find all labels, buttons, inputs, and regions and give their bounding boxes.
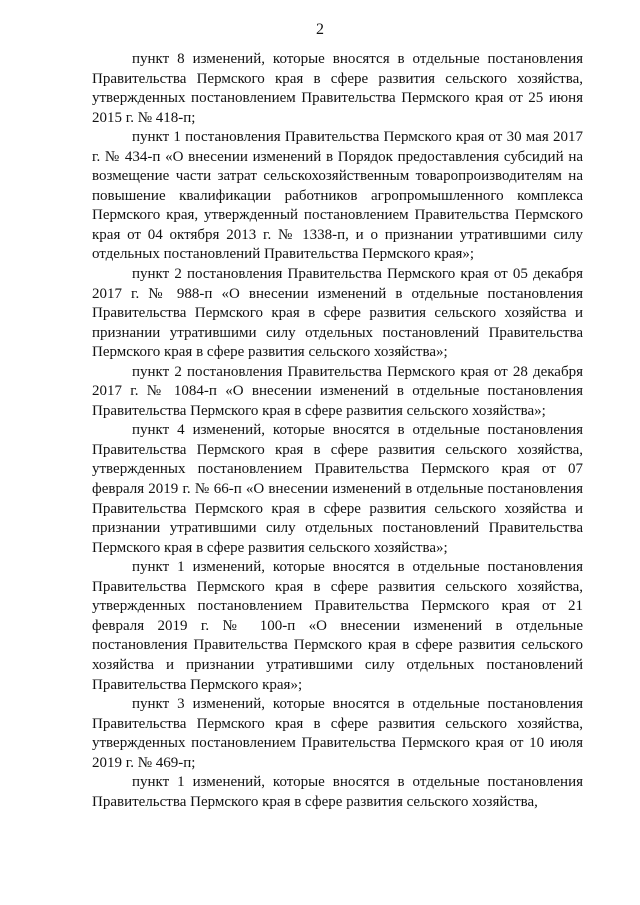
- list-item: пункт 1 постановления Правительства Пермского края от 30 мая 2017 г. № 434-п «О внесении изменений в Порядок предоставления субсидий на возмещение части затрат сельскохозяйственным товаропроизводителям на повышение квалификации работников агропромышленного комплекса Пермского края, утвержденный постановлением Правительства Пермского края от 04 октября 2013 г. № 1338-п, и о признании утратившими силу отдельных постановлений Правительства Пермского края»;: [92, 129, 583, 263]
- list-item: пункт 1 изменений, которые вносятся в отдельные постановления Правительства Пермского края в сфере развития сельского хозяйства, утвержденных постановлением Правительства Пермского края от 21 февраля 2019 г. № 100-п «О внесении изменений в отдельные постановления Правительства Пермского края в сфере развития сельского хозяйства и признании утратившими силу отдельных постановлений Правительства Пермского края»;: [92, 559, 583, 693]
- list-item: пункт 2 постановления Правительства Пермского края от 28 декабря 2017 г. № 1084-п «О внесении изменений в отдельные постановления Правительства Пермского края в сфере развития сельского хозяйства»;: [92, 363, 583, 419]
- list-item: пункт 3 изменений, которые вносятся в отдельные постановления Правительства Пермского края в сфере развития сельского хозяйства, утвержденных постановлением Правительства Пермского края от 10 июля 2019 г. № 469-п;: [92, 696, 583, 771]
- list-item: пункт 1 изменений, которые вносятся в отдельные постановления Правительства Пермского края в сфере развития сельского хозяйства,: [92, 774, 583, 810]
- list-item: пункт 8 изменений, которые вносятся в отдельные постановления Правительства Пермского края в сфере развития сельского хозяйства, утвержденных постановлением Правительства Пермского края от 25 июня 2015 г. № 418-п;: [92, 51, 583, 126]
- page-number: 2: [316, 21, 324, 38]
- list-item: пункт 2 постановления Правительства Пермского края от 05 декабря 2017 г. № 988-п «О внесении изменений в отдельные постановления Правительства Пермского края в сфере развития сельского хозяйства и признании утратившими силу отдельных постановлений Правительства Пермского края в сфере развития сельского хозяйства»;: [92, 266, 583, 361]
- document-body: [92, 50, 583, 812]
- list-item: пункт 4 изменений, которые вносятся в отдельные постановления Правительства Пермского края в сфере развития сельского хозяйства, утвержденных постановлением Правительства Пермского края от 07 февраля 2019 г. № 66-п «О внесении изменений в отдельные постановления Правительства Пермского края в сфере развития сельского хозяйства и признании утратившими силу отдельных постановлений Правительства Пермского края в сфере развития сельского хозяйства»;: [92, 422, 583, 556]
